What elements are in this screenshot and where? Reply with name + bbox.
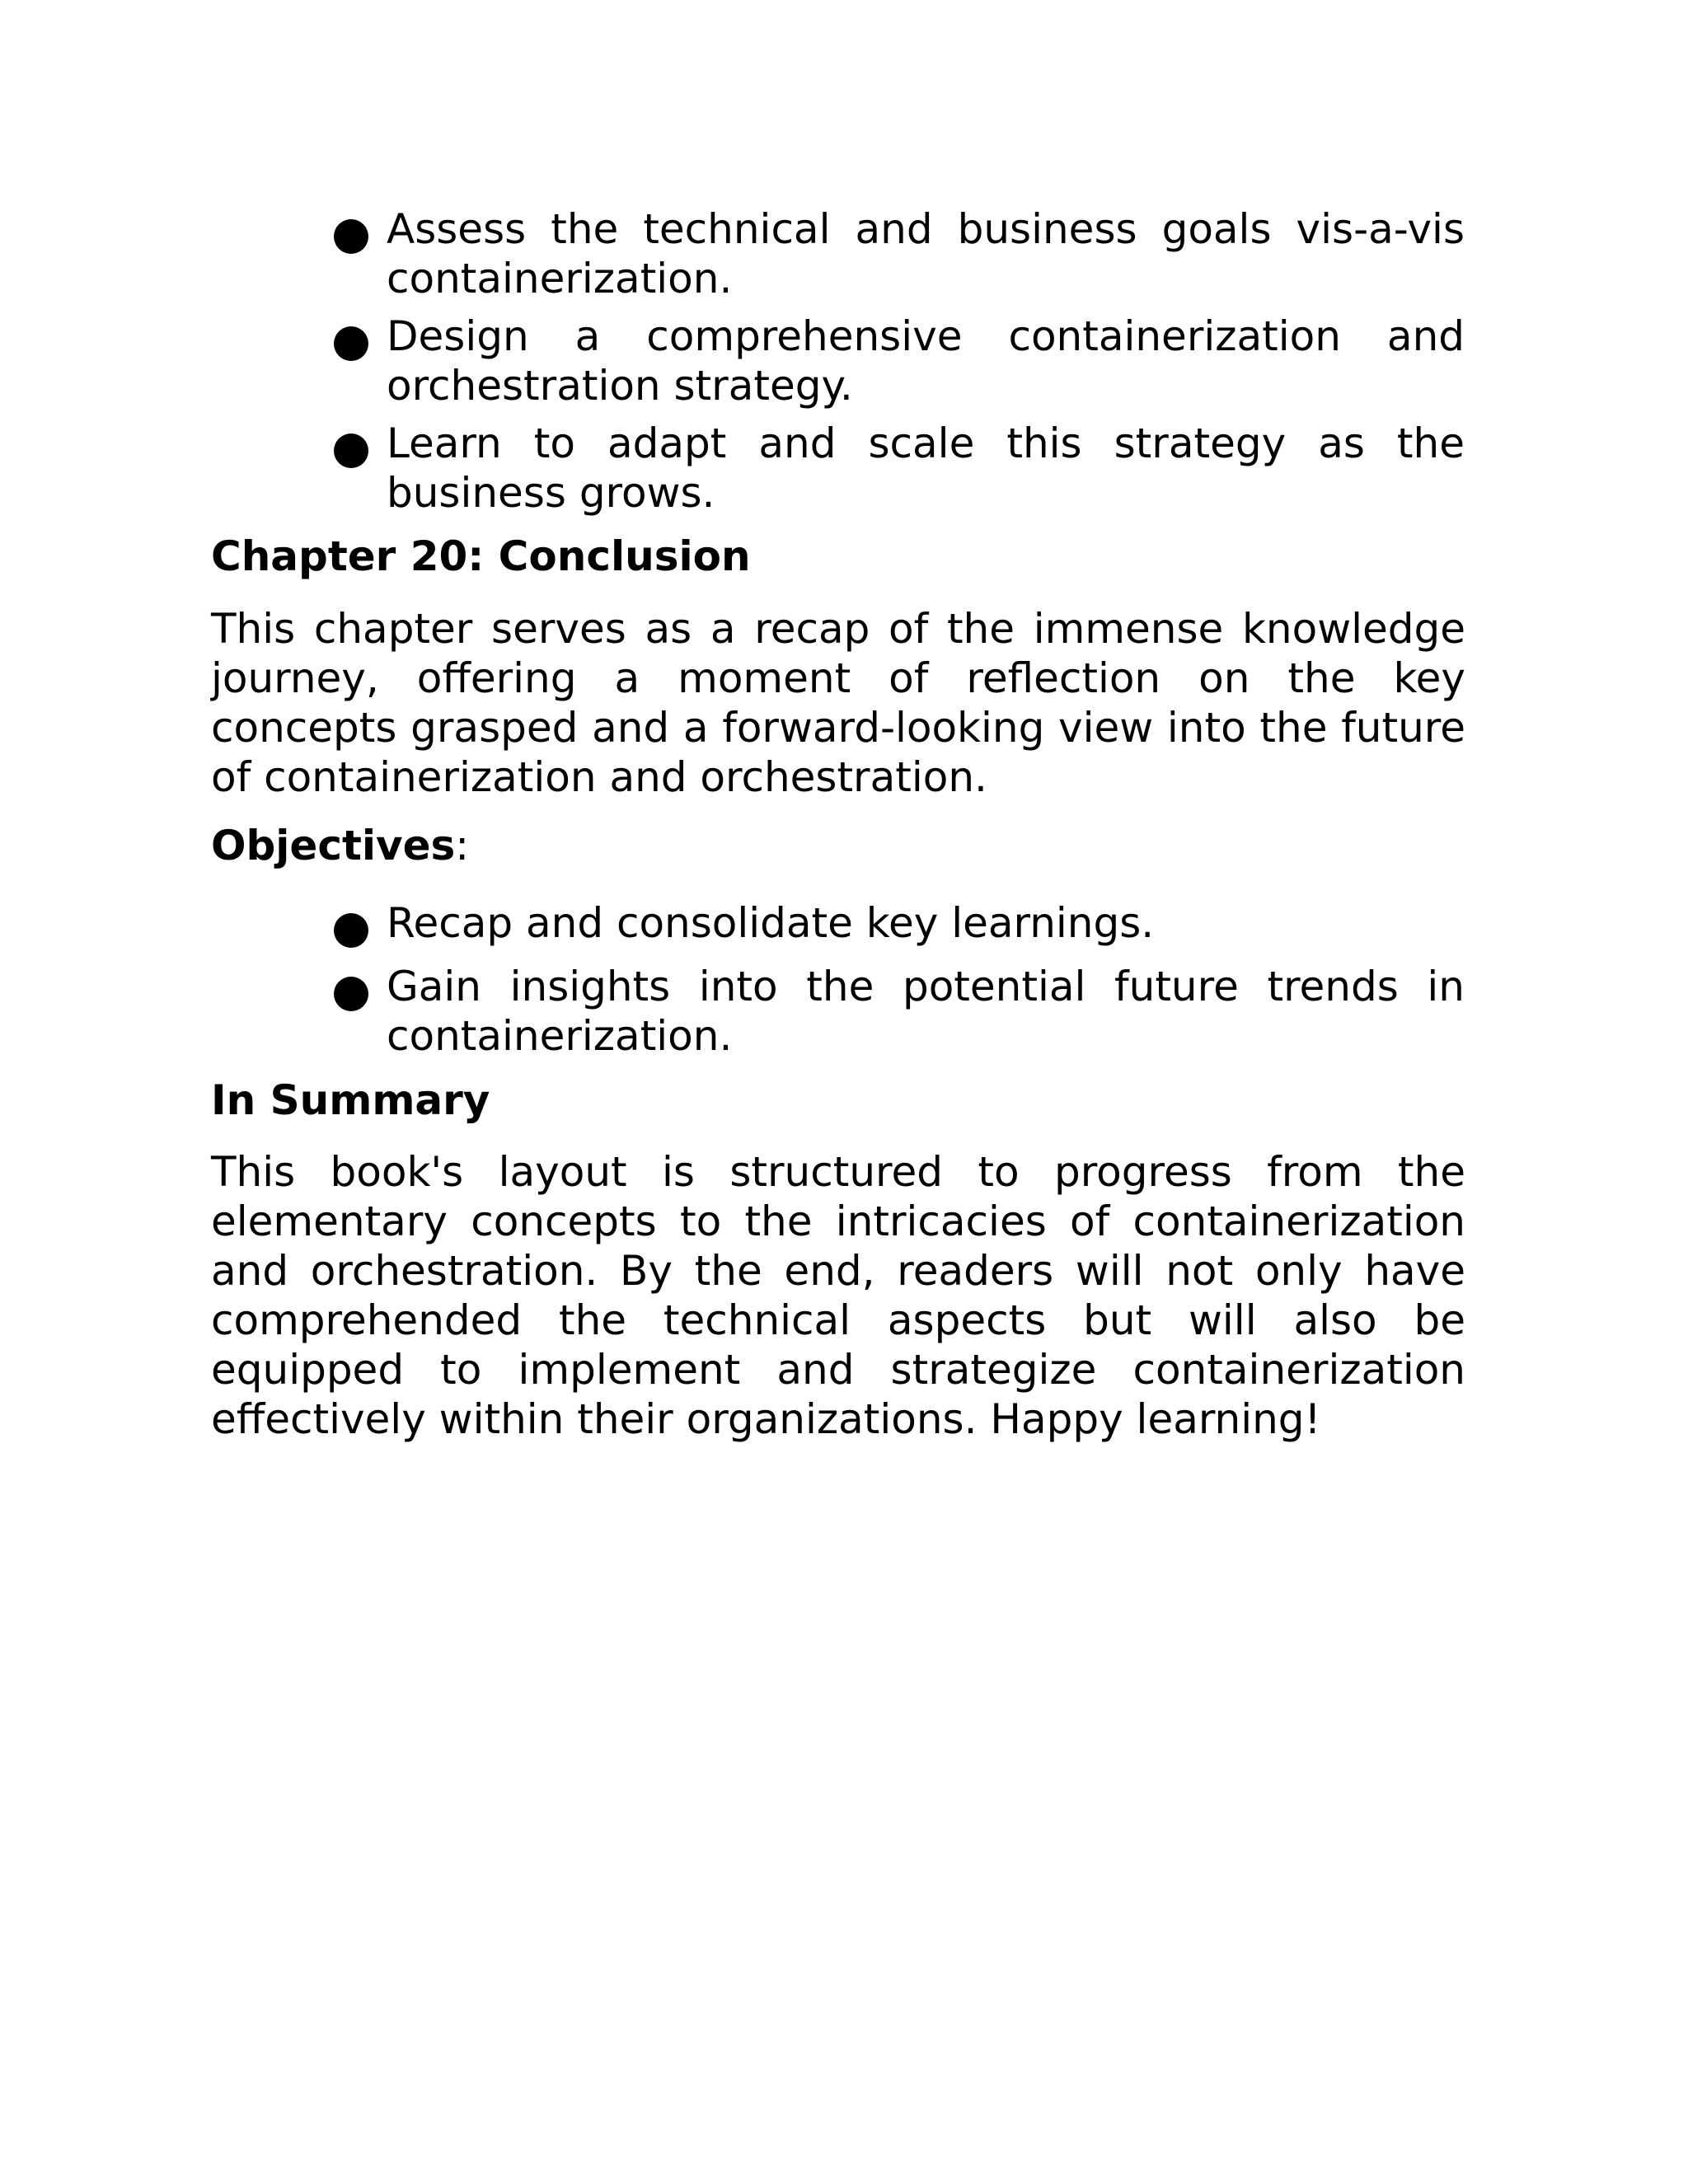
- bullet-icon: [334, 913, 368, 948]
- chapter-heading: Chapter 20: Conclusion: [211, 532, 751, 580]
- bullet-icon: [334, 977, 368, 1011]
- summary-heading: In Summary: [211, 1076, 490, 1124]
- bullet-icon: [334, 326, 368, 361]
- list-item-text: Design a comprehensive containerization and orchestration strategy.: [387, 312, 1465, 410]
- summary-paragraph: This book's layout is structured to progress from the elementary concepts to the intricacies of containerization and orchestration. By the end, readers will not only have comprehended the technical aspects but will also be equipped to implement and strategize containerization effectively within their organizations. Happy learning!: [211, 1148, 1465, 1443]
- bullet-icon: [334, 219, 368, 254]
- chapter-paragraph: This chapter serves as a recap of the immense knowledge journey, offering a moment of reflection on the key concepts grasped and a forward-looking view into the future of containerization and orchestration.: [211, 605, 1465, 801]
- objectives-label-text: Objectives: [211, 822, 456, 869]
- list-item-text: Recap and consolidate key learnings.: [387, 899, 1155, 947]
- objectives-colon: :: [455, 822, 470, 869]
- list-item-text: Learn to adapt and scale this strategy as the business grows.: [387, 419, 1465, 517]
- list-item-text: Assess the technical and business goals vis-a-vis containerization.: [387, 205, 1465, 302]
- bullet-icon: [334, 434, 368, 468]
- list-item-text: Gain insights into the potential future trends in containerization.: [387, 963, 1465, 1060]
- objectives-label: [211, 821, 469, 870]
